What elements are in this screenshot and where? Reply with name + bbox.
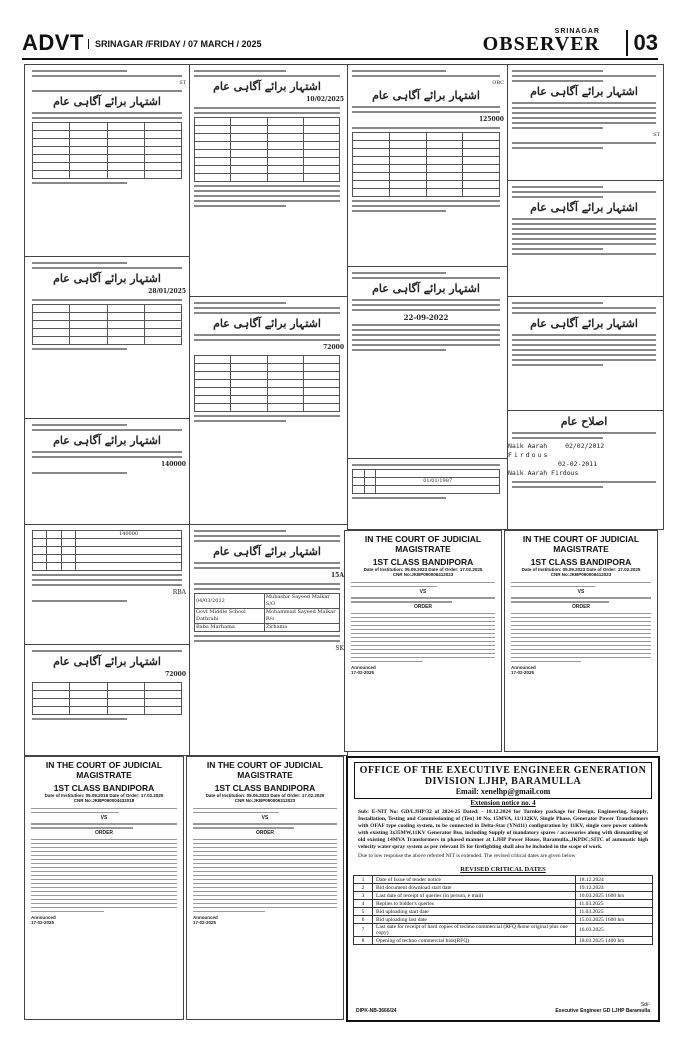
urdu-notice-c1-3: اشتہار برائے آگاہی عام 140000	[24, 418, 190, 528]
urdu-notice-c2-3: اشتہار برائے آگاہی عام 15A 04/03/2012 Mubashir Sayeed Malkar S/O Govt Middle School Dathrahi Mohammad Sayeed Malkar R/o Baba Marhama Zirhama SK	[186, 524, 348, 756]
urdu-notice-r3: اشتہار برائے آگاہی عام	[504, 296, 664, 414]
urdu-notice-c2-2: اشتہار برائے آگاہی عام 72000	[186, 296, 348, 528]
section-label: ADVT	[22, 30, 84, 55]
court-notice-1: IN THE COURT OF JUDICIAL MAGISTRATE 1ST CLASS BANDIPORA Date of Institution: 05.08.2018 Date of Order: 17.02.2025 CNR No:JKBP090004432018 VS ORDER Announced 17-02-2025	[24, 756, 184, 1020]
brand-name: OBSERVER	[482, 33, 600, 55]
urdu-notice-c1-1: ST اشتہار برائے آگاہی عام	[24, 64, 190, 260]
court-notice-4: IN THE COURT OF JUDICIAL MAGISTRATE 1ST CLASS BANDIPORA Date of Institution: 05.09.2023 Date of Order: 17.02.2025 CNR No:JKBP090006412023 VS ORDER Announced 17-02-2025	[504, 530, 658, 752]
urdu-notice-c3-1: OBC اشتہار برائے آگاہی عام 125000	[344, 64, 508, 270]
corrigendum-notice: اصلاح عام Naik Aarah 02/02/2012 Firdous 02-02-2011 Naik Aarah Firdous	[504, 410, 664, 530]
urdu-notice-r1	[504, 64, 664, 184]
urdu-notice-c1-4: 140000 RBA	[24, 524, 190, 648]
notice-table	[352, 132, 500, 197]
page-number: 03	[626, 30, 658, 56]
urdu-notice-c3-3: 01/01/1987	[344, 458, 508, 530]
urdu-notice-c2-1: اشتہار برائے آگاہی عام 10/02/2025	[186, 64, 348, 300]
urdu-notice-r2: اشتہار برائے آگاہی عام	[504, 180, 664, 300]
court-notice-3: IN THE COURT OF JUDICIAL MAGISTRATE 1ST CLASS BANDIPORA Date of Institution: 05.09.2023 Date of Order: 17.02.2025 CNR No:JKBP090006412023 VS ORDER Announced 17-02-2025	[344, 530, 502, 752]
notice-heading: اشتہار برائے آگاہی عام	[530, 85, 638, 98]
dateline: SRINAGAR /FRIDAY / 07 MARCH / 2025	[88, 39, 262, 49]
urdu-notice-c3-2: اشتہار برائے آگاہی عام 22-09-2022	[344, 266, 508, 462]
notice-footer: DIPK-NB-3666/24 Sd/- Executive Engineer GD LJHP Baramulla	[356, 1002, 650, 1014]
court-notice-2: IN THE COURT OF JUDICIAL MAGISTRATE 1ST CLASS BANDIPORA Date of Institution: 05.06.2023 Date of Order: 17.02.2025 CNR No:JKBP090006312023 VS ORDER Announced 17-02-2025	[186, 756, 344, 1020]
urdu-notice-c1-5: اشتہار برائے آگاہی عام 72000	[24, 644, 190, 756]
executive-engineer-notice: OFFICE OF THE EXECUTIVE ENGINEER GENERATION DIVISION LJHP, BARAMULLA Email: xenelhp@gmail.com Extension notice no. 4 Sub: E-NIT No: GD/LJHP/32 of 2024-25 Dated: - 18.12.2024 for Turnkey package for Design, Engineering, Supply, Installation, Testing and Commissioning of (Ten) 10 No. 15MVA, 11/132KV, Single Phase, Generator Power Transformers with OFAF type cooling system, to be connected in Delta-Star (YNd11) configuration by 11KV, single core power cables& with existing 3x35MW,11KV Generator Bus, including Supply of mandatory spares / accessories along with dismantling of old existing 14MVA Transformers in phased manner at LJHP Power House, Baramulla.,JKPDC;SITC of automatic high velocity water spray system as per relevant IS for firefighting shall also be included in the scope of work. Due to low response the above referred NIT is extended. The revised critical dates are given below REVISED CRITICAL DATES 1 Date of Issue of tender notice 18.12.2024 2 Bid document download start date 19.12.2024 3 Last date of receipt of queries (in person, e mail) 10.03.2025 1600 hrs 4 Replies to bidder's queries 11.03.2025 5 Bid uploading start date 11.03.2025 6 Bid uploading last date 15.03.2025 1600 hrs 7 Last date for receipt of hard copies of techno commercial (RFQ &one original plus one copy) 16.03.2025 8 Opening of techno commercial bids(RFQ) 18.03.2025 1400 hrs DIPK-NB-3666/24 Sd/- Executive Engineer GD LJHP Baramulla	[346, 756, 660, 1022]
masthead	[22, 28, 658, 60]
critical-dates-table: 1 Date of Issue of tender notice 18.12.2024 2 Bid document download start date 19.12.2024 3 Last date of receipt of queries (in person, e mail) 10.03.2025 1600 hrs 4 Replies to bidder's queries 11.03.2025 5 Bid uploading start date 11.03.2025 6 Bid uploading last date 15.03.2025 1600 hrs 7 Last date for receipt of hard copies of techno commercial (RFQ &one original plus one copy) 16.03.2025 8 Opening of techno commercial bids(RFQ) 18.03.2025 1400 hrs	[353, 875, 653, 945]
notice-st: ST	[653, 132, 660, 138]
birth-table: 04/03/2012 Mubashir Sayeed Malkar S/O Govt Middle School Dathrahi Mohammad Sayeed Malkar R/o Baba Marhama Zirhama	[194, 593, 340, 632]
urdu-notice-c1-2: اشتہار برائے آگاہی عام 28/01/2025	[24, 256, 190, 422]
brand-city: SRINAGAR	[554, 28, 600, 35]
brand-logo	[483, 28, 600, 53]
